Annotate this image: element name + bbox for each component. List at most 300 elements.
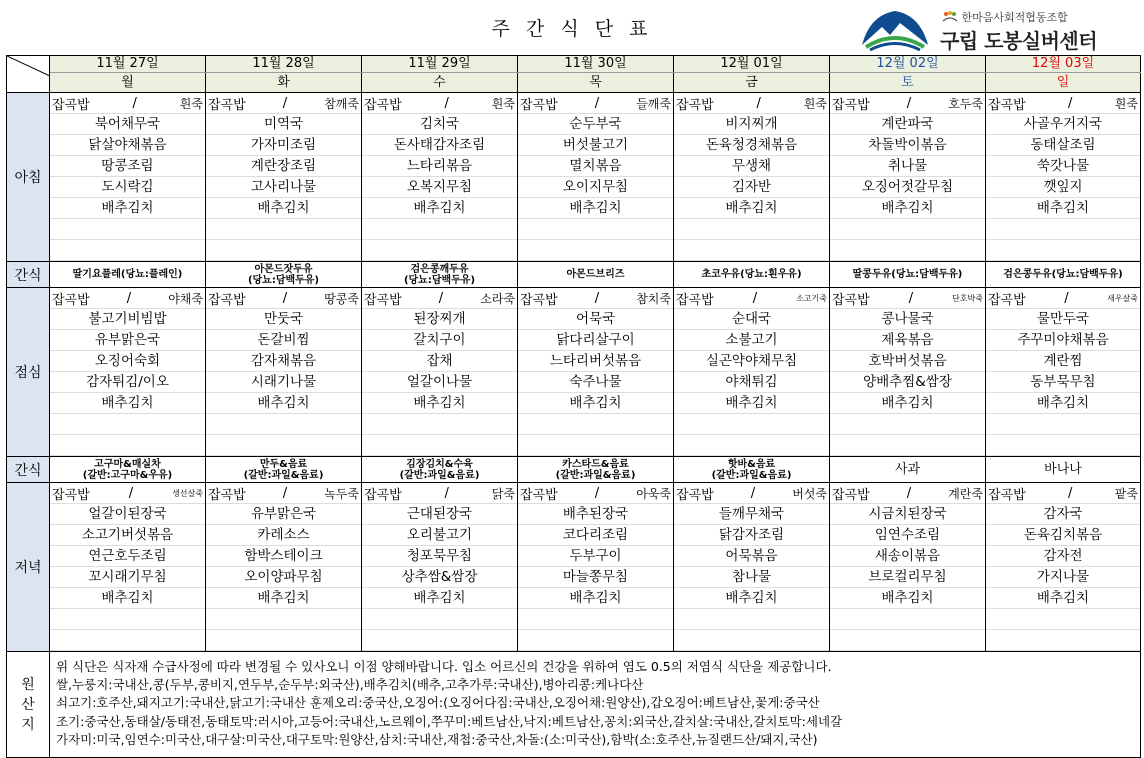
- breakfast-cell: [986, 93, 1141, 262]
- slash-separator: /: [282, 485, 288, 501]
- dish-empty-line: [362, 609, 517, 630]
- slash-separator: /: [1064, 290, 1069, 306]
- rice-label: 잡곡밥: [520, 292, 558, 308]
- dish-item: 만둣국: [206, 309, 361, 330]
- dish-item: 고사리나물: [206, 177, 361, 198]
- dish-empty-line: [518, 414, 673, 435]
- rice-label: 잡곡밥: [988, 487, 1026, 503]
- dish-empty-line: [50, 435, 205, 456]
- dish-item: 들깨무채국: [674, 504, 829, 525]
- dish-item: 얼갈이된장국: [50, 504, 205, 525]
- diagonal-line-icon: [7, 56, 50, 93]
- breakfast-cell: [674, 93, 830, 262]
- weekday-tue: 화: [206, 73, 362, 93]
- slash-separator: /: [594, 290, 600, 306]
- rice-porridge-line: [674, 288, 829, 309]
- lunch-menu: [674, 288, 829, 456]
- dish-empty-line: [830, 219, 985, 240]
- dinner-cell: [830, 483, 986, 652]
- dish-item: 오리불고기: [362, 525, 517, 546]
- porridge-label: 버섯죽: [792, 486, 827, 501]
- dish-item: 배추김치: [362, 393, 517, 414]
- dish-item: 유부맑은국: [206, 504, 361, 525]
- notice-line-1: 위 식단은 식자재 수급사정에 따라 변경될 수 있사오니 이점 양해바랍니다. 입소 어르신의 건강을 위하여 염도 0.5의 저염식 식단을 제공합니다.: [56, 659, 832, 674]
- dish-item: 오징어젓갈무침: [830, 177, 985, 198]
- snack-item: 아몬드잣두유 (당뇨:담백두유): [206, 262, 362, 288]
- rice-porridge-line: [518, 93, 673, 114]
- dish-item: 가지나물: [986, 567, 1140, 588]
- weekday-wed: 수: [362, 73, 518, 93]
- dish-item: 순두부국: [518, 114, 673, 135]
- porridge-label: 흰죽: [179, 96, 203, 111]
- dish-item: 양배추찜&쌈장: [830, 372, 985, 393]
- dish-item: 닭다리살구이: [518, 330, 673, 351]
- breakfast-menu: [206, 93, 361, 261]
- dish-item: 배추김치: [206, 588, 361, 609]
- mountain-logo-icon: [860, 5, 930, 51]
- dish-item: 시금치된장국: [830, 504, 985, 525]
- dish-empty-line: [986, 219, 1140, 240]
- rice-porridge-line: [50, 93, 205, 114]
- slash-separator: /: [752, 290, 758, 306]
- dish-empty-line: [206, 219, 361, 240]
- rice-porridge-line: [50, 483, 205, 504]
- dish-item: 동태살조림: [986, 135, 1140, 156]
- afternoon-snack-row: [7, 457, 1141, 483]
- breakfast-cell: [206, 93, 362, 262]
- rice-label: 잡곡밥: [988, 292, 1026, 308]
- weekday-sat: 토: [830, 73, 986, 93]
- notice-line-2: 쌀,누룽지:국내산,콩(두부,콩비지,연두부,순두부:외국산),배추김치(배추,고추가루:국내산),병아리콩:케나다산: [56, 677, 644, 693]
- dinner-menu: [362, 483, 517, 651]
- lunch-label: 점심: [7, 288, 50, 457]
- dish-item: 갈치구이: [362, 330, 517, 351]
- dish-item: 배추김치: [674, 393, 829, 414]
- dish-item: 돈육청경채볶음: [674, 135, 829, 156]
- dish-empty-line: [986, 609, 1140, 630]
- dish-item: 배추김치: [50, 588, 205, 609]
- dish-item: 느타리볶음: [362, 156, 517, 177]
- dish-item: 불고기비빔밥: [50, 309, 205, 330]
- rice-porridge-line: [986, 483, 1140, 504]
- lunch-menu: [362, 288, 517, 456]
- dish-empty-line: [674, 414, 829, 435]
- dish-empty-line: [50, 240, 205, 261]
- dish-empty-line: [206, 414, 361, 435]
- dish-item: 임연수조림: [830, 525, 985, 546]
- porridge-label: 흰죽: [491, 96, 515, 111]
- lunch-menu: [986, 288, 1140, 456]
- porridge-label: 소고기죽: [796, 293, 827, 303]
- breakfast-menu: [674, 93, 829, 261]
- dish-item: 배추김치: [830, 393, 985, 414]
- dish-empty-line: [674, 630, 829, 651]
- dinner-label: 저녁: [7, 483, 50, 652]
- slash-separator: /: [126, 290, 132, 306]
- dish-item: 버섯불고기: [518, 135, 673, 156]
- lunch-menu: [206, 288, 361, 456]
- snack-item: 김장김치&수육 (갈반:과일&음료): [362, 457, 518, 483]
- snack-item: 핫바&음료 (갈반:과일&음료): [674, 457, 830, 483]
- rice-label: 잡곡밥: [832, 487, 870, 503]
- dinner-menu: [830, 483, 985, 651]
- porridge-label: 닭죽: [491, 486, 515, 501]
- porridge-label: 새우살죽: [1107, 293, 1138, 303]
- dish-empty-line: [830, 630, 985, 651]
- dish-item: 배추김치: [362, 198, 517, 219]
- slash-separator: /: [438, 290, 444, 306]
- dinner-menu: [986, 483, 1140, 651]
- rice-label: 잡곡밥: [364, 292, 402, 308]
- dish-item: 배추김치: [830, 198, 985, 219]
- dish-item: 돈육김치볶음: [986, 525, 1140, 546]
- dinner-row: [7, 483, 1141, 652]
- breakfast-cell: [362, 93, 518, 262]
- weekday-mon: 월: [50, 73, 206, 93]
- dish-item: 배추김치: [50, 393, 205, 414]
- dish-item: 오이지무침: [518, 177, 673, 198]
- dish-item: 연근호두조림: [50, 546, 205, 567]
- porridge-label: 호두죽: [948, 96, 983, 111]
- dinner-menu: [674, 483, 829, 651]
- weekday-row: [7, 73, 1141, 93]
- rice-porridge-line: [362, 483, 517, 504]
- dinner-menu: [518, 483, 673, 651]
- dish-item: 주꾸미야채볶음: [986, 330, 1140, 351]
- dish-item: 된장찌개: [362, 309, 517, 330]
- center-name: 구립 도봉실버센터: [940, 29, 1098, 53]
- dish-item: 김치국: [362, 114, 517, 135]
- rice-porridge-line: [362, 288, 517, 309]
- dish-empty-line: [518, 609, 673, 630]
- dish-item: 마늘쫑무침: [518, 567, 673, 588]
- porridge-label: 땅콩죽: [324, 291, 359, 306]
- dish-item: 배추김치: [674, 588, 829, 609]
- dish-empty-line: [674, 219, 829, 240]
- snack-item: 바나나: [986, 457, 1141, 483]
- dish-empty-line: [206, 609, 361, 630]
- rice-label: 잡곡밥: [520, 97, 558, 113]
- dish-empty-line: [362, 630, 517, 651]
- dish-item: 실곤약야채무침: [674, 351, 829, 372]
- slash-separator: /: [444, 95, 449, 111]
- dish-item: 배추김치: [518, 198, 673, 219]
- dish-empty-line: [362, 219, 517, 240]
- porridge-label: 야채죽: [168, 291, 203, 306]
- porridge-label: 흰죽: [803, 96, 827, 111]
- porridge-label: 흰죽: [1114, 96, 1138, 111]
- slash-separator: /: [128, 485, 134, 501]
- porridge-label: 팥죽: [1114, 486, 1138, 501]
- notice-line-4: 조기:중국산,동태살/동태전,동태토막:러시아,고등어:국내산,노르웨이,쭈꾸미:베트남산,낙지:베트남산,꽁치:외국산,갈치살:국내산,갈치토막:세네갈: [56, 713, 843, 729]
- dish-empty-line: [986, 435, 1140, 456]
- dish-item: 쑥갓나물: [986, 156, 1140, 177]
- porridge-label: 참치죽: [636, 291, 671, 306]
- dish-item: 사골우거지국: [986, 114, 1140, 135]
- rice-label: 잡곡밥: [832, 97, 870, 113]
- dish-item: 야채튀김: [674, 372, 829, 393]
- rice-label: 잡곡밥: [676, 487, 714, 503]
- dinner-menu: [50, 483, 205, 651]
- snack-item: 아몬드브리즈: [518, 262, 674, 288]
- dinner-cell: [674, 483, 830, 652]
- rice-porridge-line: [830, 288, 985, 309]
- dish-empty-line: [206, 240, 361, 261]
- dish-item: 새송이볶음: [830, 546, 985, 567]
- lunch-row: [7, 288, 1141, 457]
- dish-item: 도시락김: [50, 177, 205, 198]
- dish-empty-line: [50, 609, 205, 630]
- date-mon: 11월 27일: [50, 56, 206, 73]
- dish-item: 잡채: [362, 351, 517, 372]
- rice-porridge-line: [986, 93, 1140, 114]
- breakfast-cell: [830, 93, 986, 262]
- rice-porridge-line: [518, 483, 673, 504]
- snack-item: 사과: [830, 457, 986, 483]
- dish-item: 꼬시래기무침: [50, 567, 205, 588]
- morning-snack-label: 간식: [7, 262, 50, 288]
- lunch-menu: [518, 288, 673, 456]
- rice-porridge-line: [674, 93, 829, 114]
- date-row: [7, 56, 1141, 73]
- dish-item: 순대국: [674, 309, 829, 330]
- weekday-thu: 목: [518, 73, 674, 93]
- dish-item: 배추김치: [830, 588, 985, 609]
- dish-item: 돈갈비찜: [206, 330, 361, 351]
- dish-empty-line: [830, 414, 985, 435]
- weekday-fri: 금: [674, 73, 830, 93]
- slash-separator: /: [908, 290, 914, 306]
- dish-item: 배추김치: [206, 198, 361, 219]
- dish-empty-line: [518, 219, 673, 240]
- page-header: [0, 0, 1144, 55]
- dish-item: 배추김치: [986, 393, 1140, 414]
- dish-empty-line: [518, 630, 673, 651]
- dish-item: 멸치볶음: [518, 156, 673, 177]
- snack-item: 검은콩깨두유 (당뇨:담백두유): [362, 262, 518, 288]
- dish-empty-line: [518, 240, 673, 261]
- dish-item: 가자미조림: [206, 135, 361, 156]
- breakfast-label: 아침: [7, 93, 50, 262]
- rice-label: 잡곡밥: [676, 292, 714, 308]
- slash-separator: /: [1068, 485, 1073, 501]
- notice-label-char-2: 산: [21, 696, 35, 713]
- snack-item: 초코우유(당뇨:흰우유): [674, 262, 830, 288]
- dish-empty-line: [830, 435, 985, 456]
- dish-item: 차돌박이볶음: [830, 135, 985, 156]
- dish-item: 배추김치: [206, 393, 361, 414]
- rice-label: 잡곡밥: [208, 292, 246, 308]
- dish-item: 계란장조림: [206, 156, 361, 177]
- dish-item: 어묵볶음: [674, 546, 829, 567]
- dinner-cell: [206, 483, 362, 652]
- rice-porridge-line: [830, 93, 985, 114]
- dinner-cell: [362, 483, 518, 652]
- dish-empty-line: [986, 630, 1140, 651]
- dish-item: 계란찜: [986, 351, 1140, 372]
- weekly-menu-table: [6, 55, 1141, 758]
- dish-item: 카레소스: [206, 525, 361, 546]
- dish-item: 땅콩조림: [50, 156, 205, 177]
- people-mark-icon: [942, 11, 958, 22]
- lunch-cell: [830, 288, 986, 457]
- dish-item: 감자채볶음: [206, 351, 361, 372]
- breakfast-menu: [830, 93, 985, 261]
- slash-separator: /: [1068, 95, 1073, 111]
- notice-line-5: 가자미:미국,임연수:미국산,대구살:미국산,대구토막:원양산,삼치:국내산,재첩:중국산,차돌:(소:미국산),함박(소:호주산,뉴질랜드산/돼지,국산): [56, 731, 818, 747]
- dish-empty-line: [50, 630, 205, 651]
- breakfast-menu: [362, 93, 517, 261]
- rice-label: 잡곡밥: [676, 97, 714, 113]
- lunch-menu: [50, 288, 205, 456]
- date-sat: 12월 02일: [830, 56, 986, 73]
- dish-empty-line: [674, 240, 829, 261]
- porridge-label: 참깨죽: [324, 96, 359, 111]
- dish-item: 취나물: [830, 156, 985, 177]
- dish-item: 배추된장국: [518, 504, 673, 525]
- dish-item: 두부구이: [518, 546, 673, 567]
- dish-item: 코다리조림: [518, 525, 673, 546]
- date-wed: 11월 29일: [362, 56, 518, 73]
- porridge-label: 들깨죽: [636, 96, 671, 111]
- slash-separator: /: [132, 95, 137, 111]
- dish-item: 배추김치: [518, 393, 673, 414]
- rice-porridge-line: [206, 288, 361, 309]
- dish-item: 김자반: [674, 177, 829, 198]
- dish-item: 배추김치: [674, 198, 829, 219]
- date-thu: 11월 30일: [518, 56, 674, 73]
- notice-label-char-1: 원: [21, 676, 35, 693]
- lunch-cell: [518, 288, 674, 457]
- breakfast-cell: [50, 93, 206, 262]
- rice-label: 잡곡밥: [52, 487, 90, 503]
- dish-item: 배추김치: [518, 588, 673, 609]
- dish-item: 동부묵무침: [986, 372, 1140, 393]
- dish-item: 돈사태감자조림: [362, 135, 517, 156]
- rice-label: 잡곡밥: [52, 97, 90, 113]
- rice-label: 잡곡밥: [208, 487, 246, 503]
- breakfast-menu: [986, 93, 1140, 261]
- porridge-label: 계란죽: [948, 486, 983, 501]
- dish-item: 시래기나물: [206, 372, 361, 393]
- slash-separator: /: [282, 290, 288, 306]
- rice-label: 잡곡밥: [988, 97, 1026, 113]
- logo: [860, 5, 1140, 51]
- slash-separator: /: [906, 95, 912, 111]
- rice-porridge-line: [362, 93, 517, 114]
- date-sun: 12월 03일: [986, 56, 1141, 73]
- dish-item: 어묵국: [518, 309, 673, 330]
- dish-item: 물만두국: [986, 309, 1140, 330]
- snack-item: 검은콩두유(당뇨:담백두유): [986, 262, 1141, 288]
- dinner-menu: [206, 483, 361, 651]
- dish-empty-line: [206, 630, 361, 651]
- breakfast-row: [7, 93, 1141, 262]
- dish-item: 배추김치: [986, 588, 1140, 609]
- dish-empty-line: [674, 435, 829, 456]
- rice-label: 잡곡밥: [520, 487, 558, 503]
- dish-item: 상추쌈&쌈장: [362, 567, 517, 588]
- breakfast-menu: [50, 93, 205, 261]
- dish-item: 무생채: [674, 156, 829, 177]
- rice-porridge-line: [986, 288, 1140, 309]
- notice-label-char-3: 지: [21, 716, 35, 733]
- snack-item: 고구마&매실차 (갈반:고구마&우유): [50, 457, 206, 483]
- dish-item: 오징어숙회: [50, 351, 205, 372]
- dish-empty-line: [986, 414, 1140, 435]
- dish-item: 감자전: [986, 546, 1140, 567]
- slash-separator: /: [750, 485, 756, 501]
- dish-item: 닭살야채볶음: [50, 135, 205, 156]
- porridge-label: 생선살죽: [172, 488, 203, 498]
- afternoon-snack-label: 간식: [7, 457, 50, 483]
- dish-empty-line: [362, 414, 517, 435]
- dish-item: 배추김치: [362, 588, 517, 609]
- rice-porridge-line: [206, 93, 361, 114]
- corner-cell: [7, 56, 50, 93]
- dish-item: 배추김치: [50, 198, 205, 219]
- slash-separator: /: [594, 95, 600, 111]
- dish-empty-line: [986, 240, 1140, 261]
- snack-item: 카스타드&음료 (갈반:과일&음료): [518, 457, 674, 483]
- dish-empty-line: [518, 435, 673, 456]
- dish-item: 감자국: [986, 504, 1140, 525]
- date-tue: 11월 28일: [206, 56, 362, 73]
- porridge-label: 소라죽: [480, 291, 515, 306]
- notice-line-3: 쇠고기:호주산,돼지고기:국내산,닭고기:국내산 훈제오리:중국산,오징어:(오징어다짐:국내산,오징어채:원양산),갑오징어:베트남산,꽃게:중국산: [56, 695, 820, 711]
- dish-item: 호박버섯볶음: [830, 351, 985, 372]
- snack-item: 딸콩두유(당뇨:담백두유): [830, 262, 986, 288]
- rice-porridge-line: [674, 483, 829, 504]
- rice-label: 잡곡밥: [832, 292, 870, 308]
- dish-empty-line: [206, 435, 361, 456]
- org-name: [942, 9, 1068, 25]
- dish-item: 배추김치: [986, 198, 1140, 219]
- breakfast-cell: [518, 93, 674, 262]
- dish-item: 깻잎지: [986, 177, 1140, 198]
- lunch-cell: [50, 288, 206, 457]
- dinner-cell: [518, 483, 674, 652]
- dish-item: 미역국: [206, 114, 361, 135]
- dish-item: 북어채무국: [50, 114, 205, 135]
- dish-empty-line: [674, 609, 829, 630]
- rice-porridge-line: [830, 483, 985, 504]
- dinner-cell: [50, 483, 206, 652]
- dish-empty-line: [362, 240, 517, 261]
- snack-item: 만두&음료 (갈반:과일&음료): [206, 457, 362, 483]
- dish-item: 콩나물국: [830, 309, 985, 330]
- porridge-label: 녹두죽: [324, 486, 359, 501]
- lunch-cell: [362, 288, 518, 457]
- slash-separator: /: [444, 485, 449, 501]
- rice-porridge-line: [50, 288, 205, 309]
- morning-snack-row: [7, 262, 1141, 288]
- dish-item: 유부맑은국: [50, 330, 205, 351]
- breakfast-menu: [518, 93, 673, 261]
- porridge-label: 아욱죽: [636, 486, 671, 501]
- dish-item: 제육볶음: [830, 330, 985, 351]
- dish-item: 계란파국: [830, 114, 985, 135]
- slash-separator: /: [906, 485, 912, 501]
- dish-item: 느타리버섯볶음: [518, 351, 673, 372]
- rice-label: 잡곡밥: [208, 97, 246, 113]
- slash-separator: /: [282, 95, 288, 111]
- lunch-menu: [830, 288, 985, 456]
- dish-item: 오복지무침: [362, 177, 517, 198]
- dish-item: 감자튀김/이오: [50, 372, 205, 393]
- dish-item: 오이양파무침: [206, 567, 361, 588]
- dish-empty-line: [830, 240, 985, 261]
